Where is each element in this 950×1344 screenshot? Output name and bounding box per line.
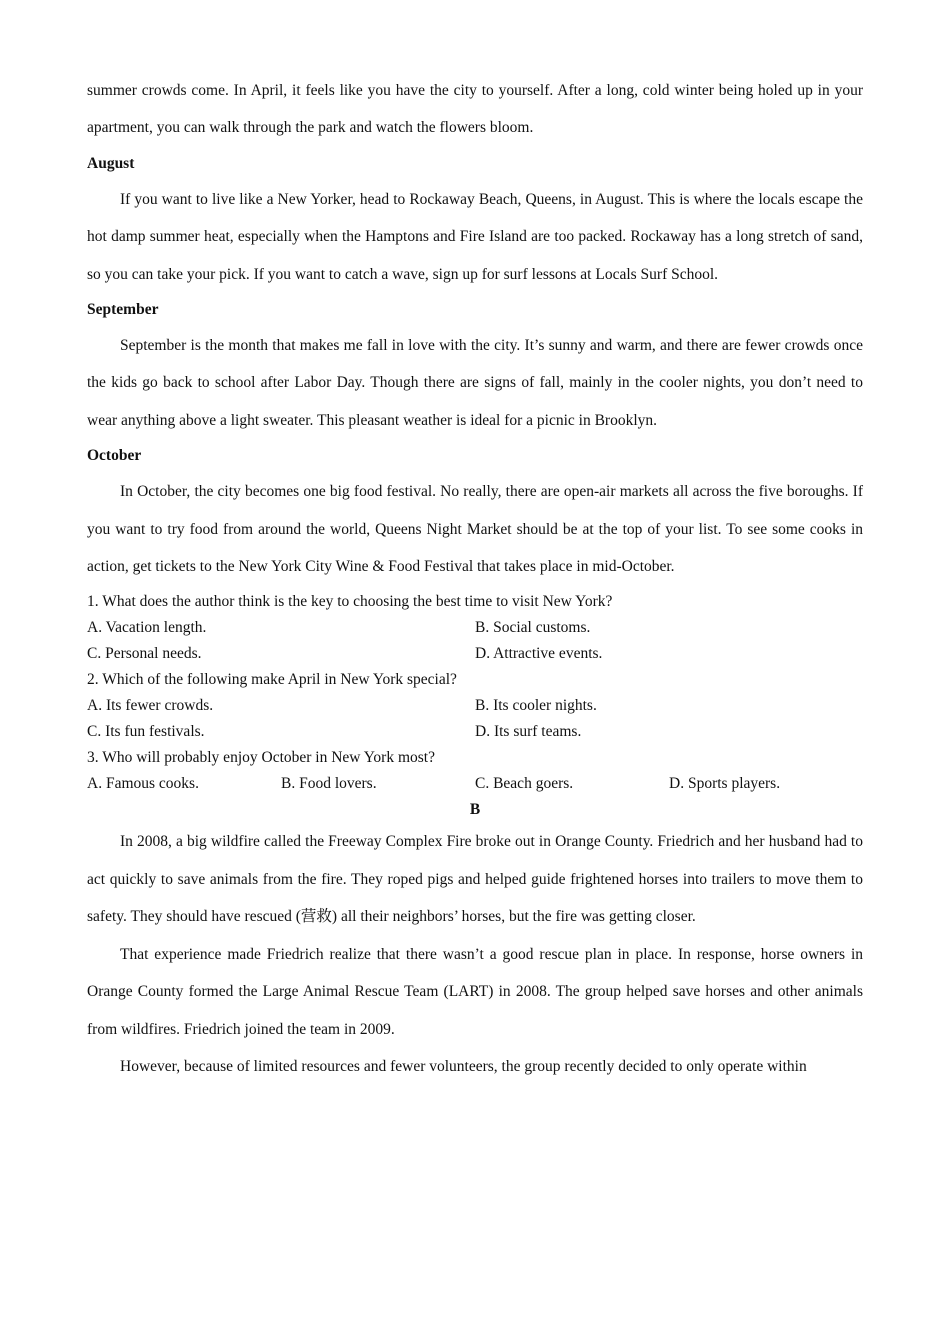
question-1-option-a: A. Vacation length. [87, 619, 207, 637]
question-2-option-a: A. Its fewer crowds. [87, 697, 214, 715]
section-title-b: B [469, 801, 481, 819]
question-1-option-c: C. Personal needs. [87, 645, 202, 663]
document-page [87, 72, 863, 1085]
question-2-option-d: D. Its surf teams. [475, 723, 582, 741]
question-1-options-row-2 [87, 645, 863, 663]
question-1-option-d: D. Attractive events. [475, 645, 603, 663]
paragraph-b-3: However, because of limited resources and fewer volunteers, the group recently decided to only operate within [120, 1057, 807, 1075]
question-3-stem: 3. Who will probably enjoy October in New York most? [87, 749, 435, 767]
paragraph-b-1: In 2008, a big wildfire called the Freeway Complex Fire broke out in Orange County. Friedrich and her husband had to act quickly to save animals from the fire. They roped pigs and helped guide frightened horses into trailers to move them to safety. They should have rescued (营救) all their neighbors’ horses, but the fire was getting closer. [87, 833, 863, 926]
question-3-option-b: B. Food lovers. [281, 775, 377, 793]
question-2-option-c: C. Its fun festivals. [87, 723, 205, 741]
question-1-options-row-1 [87, 619, 863, 637]
question-3-options-row [87, 775, 863, 793]
question-3-option-c: C. Beach goers. [475, 775, 574, 793]
question-2-options-row-1 [87, 697, 863, 715]
heading-october: October [87, 447, 142, 465]
question-3-option-d: D. Sports players. [669, 775, 781, 793]
paragraph-april-continued: summer crowds come. In April, it feels like you have the city to yourself. After a long, cold winter being holed up in your apartment, you can walk through the park and watch the flowers bloom. [87, 82, 863, 137]
paragraph-september: September is the month that makes me fall in love with the city. It’s sunny and warm, and there are fewer crowds once the kids go back to school after Labor Day. Though there are signs of fall, mainly in the cooler nights, you don’t need to wear anything above a light sweater. This pleasant weather is ideal for a picnic in Brooklyn. [87, 337, 863, 429]
paragraph-august: If you want to live like a New Yorker, head to Rockaway Beach, Queens, in August. This is where the locals escape the hot damp summer heat, especially when the Hamptons and Fire Island are too packed. Rockaway has a long stretch of sand, so you can take your pick. If you want to catch a wave, sign up for surf lessons at Locals Surf School. [87, 190, 863, 283]
question-2-option-b: B. Its cooler nights. [475, 697, 597, 715]
paragraph-october: In October, the city becomes one big food festival. No really, there are open-air markets all across the five boroughs. If you want to try food from around the world, Queens Night Market should be at the top of your list. To see some cooks in action, get tickets to the New York City Wine & Food Festival that takes place in mid-October. [87, 483, 863, 576]
heading-august: August [87, 154, 135, 172]
question-1-option-b: B. Social customs. [475, 619, 591, 637]
question-2-stem: 2. Which of the following make April in New York special? [87, 671, 457, 689]
paragraph-b-2: That experience made Friedrich realize that there wasn’t a good rescue plan in place. In response, horse owners in Orange County formed the Large Animal Rescue Team (LART) in 2008. The group helped save horses and other animals from wildfires. Friedrich joined the team in 2009. [87, 945, 863, 1038]
question-3-option-a: A. Famous cooks. [87, 775, 199, 793]
question-1-stem: 1. What does the author think is the key to choosing the best time to visit New York? [87, 593, 613, 611]
question-2-options-row-2 [87, 723, 863, 741]
heading-september: September [87, 301, 159, 319]
